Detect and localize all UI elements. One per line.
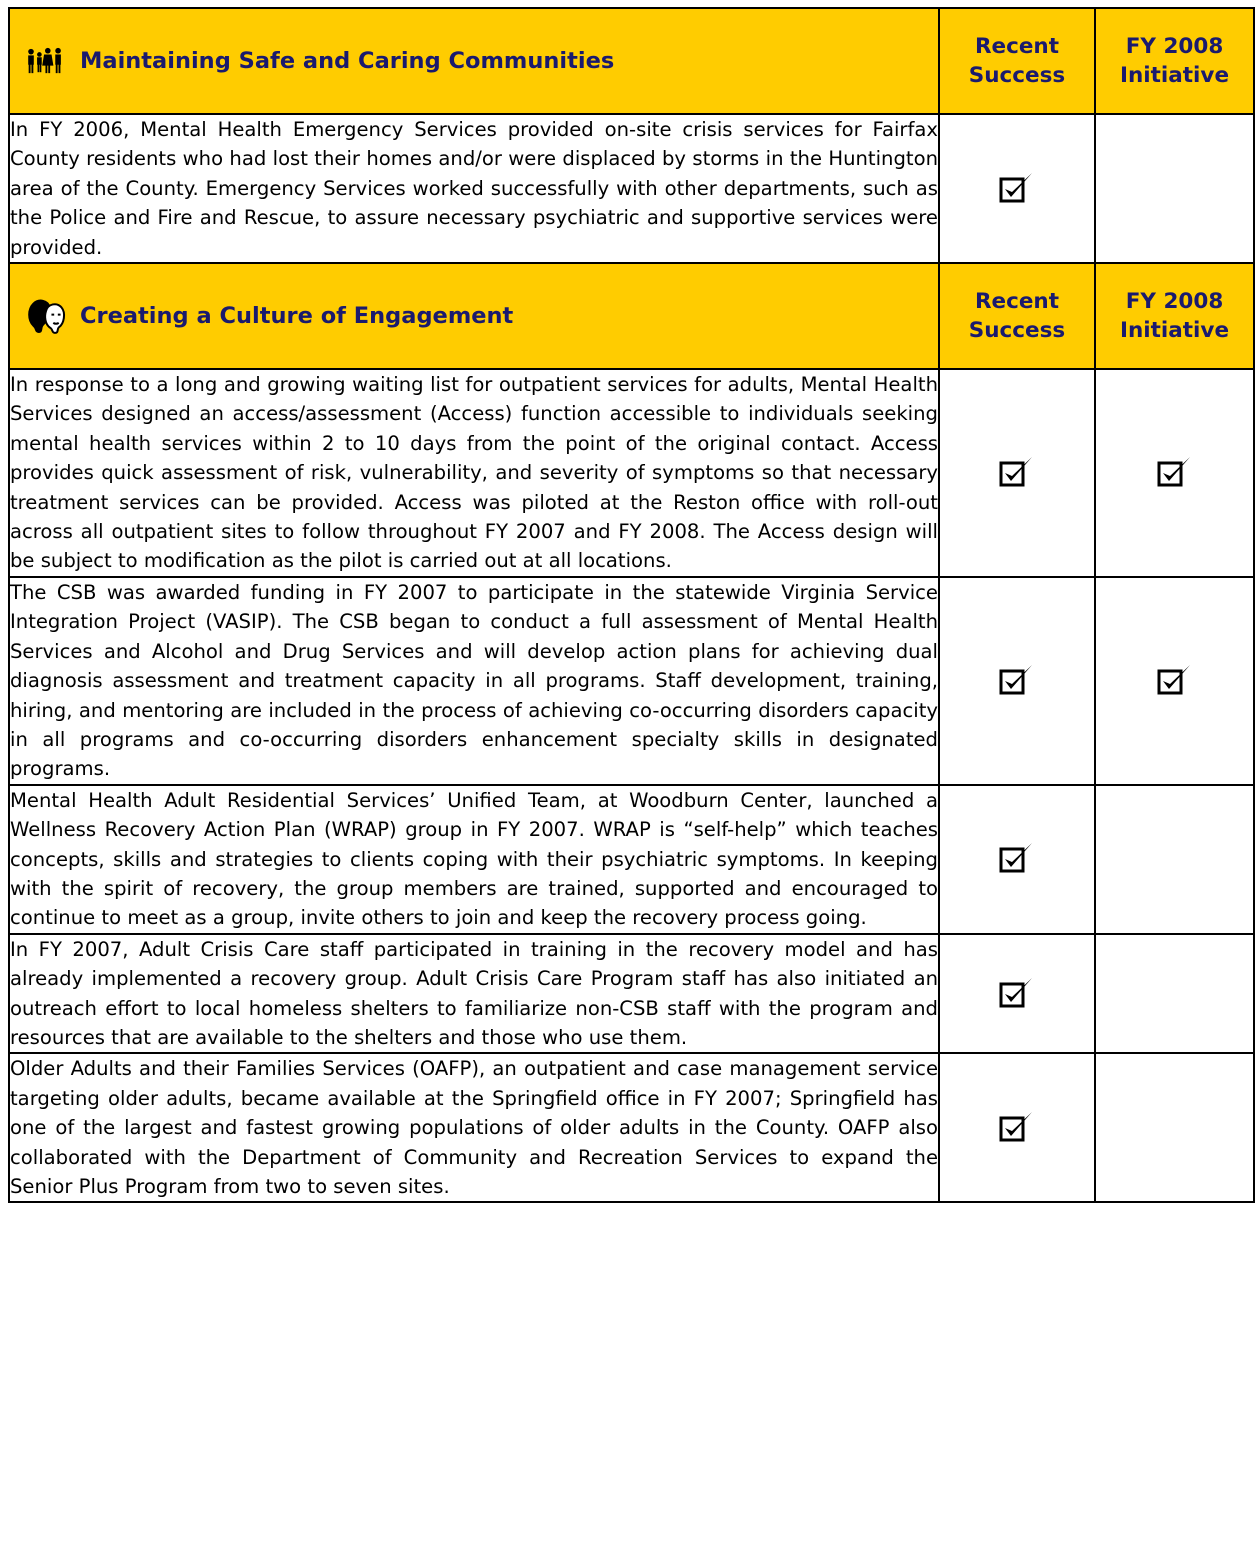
section-title: Creating a Culture of Engagement	[80, 303, 514, 330]
checked-box-icon	[1157, 662, 1193, 696]
initiative-cell	[1095, 785, 1254, 934]
section-header	[9, 263, 1254, 369]
description-cell: In FY 2006, Mental Health Emergency Services provided on-site crisis services for Fairfax County residents who had lost their homes and/or were displaced by storms in the Huntington area of the County. Emergency Services worked successfully with other departments, such as the Police and Fire and Rescue, to assure necessary psychiatric and supportive services were provided.	[9, 114, 939, 263]
description-cell: The CSB was awarded funding in FY 2007 to participate in the statewide Virginia Service Integration Project (VASIP). The CSB began to conduct a full assessment of Mental Health Services and Alcohol and Drug Services and will develop action plans for achieving dual diagnosis assessment and treatment capacity in all programs. Staff development, training, hiring, and mentoring are included in the process of achieving co-occurring disorders capacity in all programs and co-occurring disorders enhancement specialty skills in designated programs.	[9, 577, 939, 785]
two-faces-icon	[10, 298, 80, 335]
section-title-cell	[9, 263, 939, 369]
checked-box-icon	[1157, 454, 1193, 488]
column-header-fy2008-initiative: FY 2008 Initiative	[1095, 8, 1254, 114]
initiative-cell	[1095, 114, 1254, 263]
recent-success-cell	[939, 114, 1095, 263]
goals-table	[8, 7, 1255, 1203]
section-title-cell	[9, 8, 939, 114]
table-row	[9, 934, 1254, 1054]
recent-success-cell	[939, 785, 1095, 934]
section-title: Maintaining Safe and Caring Communities	[80, 48, 615, 74]
description-cell: In FY 2007, Adult Crisis Care staff participated in training in the recovery model and has already implemented a recovery group. Adult Crisis Care Program staff has also initiated an outreach effort to local homeless shelters to familiarize non-CSB staff with the program and resources that are available to the shelters and those who use them.	[9, 934, 939, 1054]
initiative-cell	[1095, 1053, 1254, 1202]
people-family-icon	[10, 47, 80, 75]
recent-success-cell	[939, 934, 1095, 1054]
checked-box-icon	[999, 454, 1035, 488]
column-header-recent-success: Recent Success	[939, 8, 1095, 114]
checked-box-icon	[999, 662, 1035, 696]
table-row	[9, 577, 1254, 785]
table-row	[9, 114, 1254, 263]
checked-box-icon	[999, 840, 1035, 874]
column-header-fy2008-initiative: FY 2008 Initiative	[1095, 263, 1254, 369]
table-row	[9, 785, 1254, 934]
checked-box-icon	[999, 170, 1035, 204]
checked-box-icon	[999, 975, 1035, 1009]
recent-success-cell	[939, 577, 1095, 785]
description-cell: Mental Health Adult Residential Services’ Unified Team, at Woodburn Center, launched a Wellness Recovery Action Plan (WRAP) group in FY 2007. WRAP is “self-help” which teaches concepts, skills and strategies to clients coping with their psychiatric symptoms. In keeping with the spirit of recovery, the group members are trained, supported and encouraged to continue to meet as a group, invite others to join and keep the recovery process going.	[9, 785, 939, 934]
recent-success-cell	[939, 369, 1095, 577]
description-cell: Older Adults and their Families Services (OAFP), an outpatient and case management service targeting older adults, became available at the Springfield office in FY 2007; Springfield has one of the largest and fastest growing populations of older adults in the County. OAFP also collaborated with the Department of Community and Recreation Services to expand the Senior Plus Program from two to seven sites.	[9, 1053, 939, 1202]
section-header	[9, 8, 1254, 114]
column-header-recent-success: Recent Success	[939, 263, 1095, 369]
table-row	[9, 369, 1254, 577]
table-row	[9, 1053, 1254, 1202]
initiative-cell	[1095, 934, 1254, 1054]
checked-box-icon	[999, 1109, 1035, 1143]
recent-success-cell	[939, 1053, 1095, 1202]
description-cell: In response to a long and growing waiting list for outpatient services for adults, Mental Health Services designed an access/assessment (Access) function accessible to individuals seeking mental health services within 2 to 10 days from the point of the original contact. Access provides quick assessment of risk, vulnerability, and severity of symptoms so that necessary treatment services can be provided. Access was piloted at the Reston office with roll-out across all outpatient sites to follow throughout FY 2007 and FY 2008. The Access design will be subject to modification as the pilot is carried out at all locations.	[9, 369, 939, 577]
initiative-cell	[1095, 577, 1254, 785]
initiative-cell	[1095, 369, 1254, 577]
